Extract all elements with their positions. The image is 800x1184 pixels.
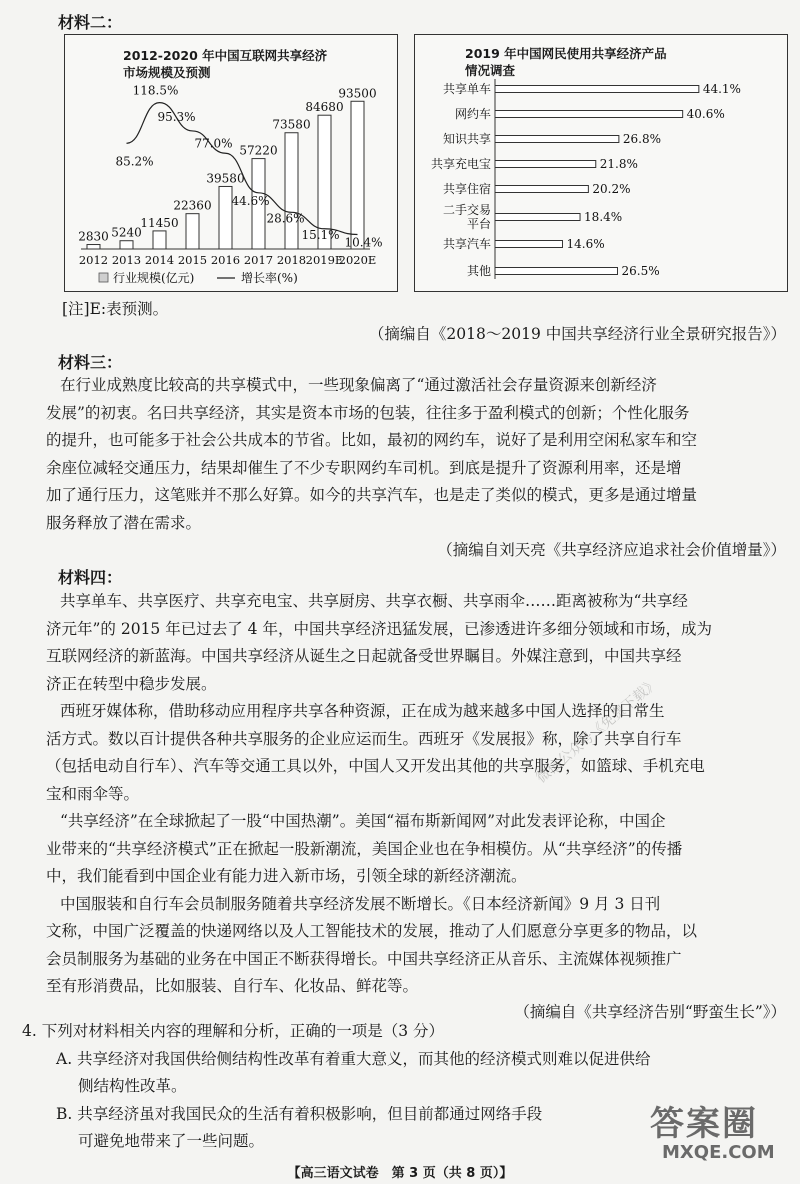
chart1-category-label: 2014 — [144, 253, 175, 267]
chart1-value-label: 22360 — [173, 198, 212, 213]
chart2-category-label-cont: 平台 — [466, 217, 491, 231]
chart1-rate-label: 77.0% — [194, 136, 233, 151]
chart1-category-label: 2016 — [210, 253, 241, 267]
chart2-value-label: 26.8% — [622, 132, 662, 146]
chart1-title-line2: 市场规模及预测 — [123, 65, 211, 80]
chart2-category-label: 网约车 — [454, 107, 491, 121]
material4-p3-line: 业带来的“共享经济模式”正在掀起一股新潮流，美国企业也在争相模仿。从“共享经济”的传播 — [46, 839, 683, 858]
chart1-bar — [153, 231, 166, 249]
material4-source: （摘编自《共享经济告别“野蛮生长”》） — [514, 1003, 786, 1021]
question4-option-a: A. 共享经济对我国供给侧结构性改革有着重大意义，而其他的经济模式则难以促进供给 — [56, 1049, 651, 1068]
chart2-bar — [495, 214, 580, 221]
chart1-category-label: 2018 — [276, 253, 307, 267]
logo-text: 答案圈 — [650, 1104, 758, 1144]
material3-line: 余座位减轻交通压力，结果却催生了不少专职网约车司机。到底是提升了资源利用率，还是增 — [46, 458, 682, 477]
chart2-category-label: 二手交易 — [442, 203, 491, 217]
material4-p1-line: 济元年”的 2015 年已过去了 4 年，中国共享经济迅猛发展，已渗透进许多细分领域和市场，成为 — [46, 619, 712, 638]
chart1-rate-label: 85.2% — [115, 154, 154, 169]
material4-p3-line: 中，我们能看到中国企业有能力进入新市场，引领全球的新经济潮流。 — [46, 867, 527, 885]
material3-line: 在行业成熟度比较高的共享模式中，一些现象偏离了“通过激活社会存量资源来创新经济 — [60, 376, 657, 394]
chart1-value-label: 73580 — [272, 117, 311, 132]
chart2-value-label: 40.6% — [686, 107, 725, 121]
chart1-legend-bar-swatch — [99, 273, 108, 282]
chart2-title-line1: 2019 年中国网民使用共享经济产品 — [465, 46, 667, 61]
material4-p4-line: 文称，中国广泛覆盖的快递网络以及人工智能技术的发展，推动了人们愿意分享更多的物品，以 — [46, 922, 698, 940]
logo-sub: MXQE.COM — [662, 1142, 775, 1163]
question4-stem: 4. 下列对材料相关内容的理解和分析，正确的一项是（3 分） — [22, 1022, 445, 1040]
chart2-bar — [495, 268, 617, 275]
chart1-value-label: 84680 — [305, 100, 344, 115]
chart2-value-label: 14.6% — [566, 237, 605, 251]
material4-p4-line: 会员制服务为基础的业务在中国正不断获得增长。中国共享经济正从音乐、主流媒体视频推广 — [46, 949, 682, 968]
chart1-category-label: 2017 — [243, 253, 274, 267]
chart2-category-label: 共享充电宝 — [430, 157, 491, 171]
chart-internet-sharing-market — [64, 34, 398, 292]
chart1-rate-label: 44.6% — [231, 193, 270, 208]
chart2-value-label: 44.1% — [702, 82, 741, 96]
chart2-bar — [495, 136, 619, 143]
chart2-category-label: 共享汽车 — [442, 237, 491, 251]
chart1-bar — [120, 241, 133, 249]
watermark-text: 微信公众号《免费下载》 — [533, 675, 662, 787]
material4-p3-line: “共享经济”在全球掀起了一股“中国热潮”。美国“福布斯新闻网”对此发表评论称，中国企 — [60, 812, 666, 830]
chart2-category-label: 其他 — [466, 264, 491, 278]
chart1-title-line1: 2012-2020 年中国互联网共享经济 — [123, 48, 328, 63]
chart1-bar — [351, 101, 364, 249]
material4-p2-line: 西班牙媒体称，借助移动应用程序共享各种资源，正在成为越来越多中国人选择的日常生 — [60, 702, 665, 720]
material3-heading: 材料三： — [58, 353, 123, 372]
material3-line: 加了通行压力，这笔账并不那么好算。如今的共享汽车，也是走了类似的模式，更多是通过增量 — [46, 486, 698, 504]
material4-p4-line: 至有形消费品，比如服装、自行车、化妆品、鲜花等。 — [46, 977, 419, 995]
material3-body — [46, 372, 790, 537]
chart1-value-label: 57220 — [239, 143, 278, 158]
chart2-category-label: 共享单车 — [442, 82, 491, 96]
chart1-legend-bar-label: 行业规模(亿元) — [113, 271, 195, 285]
chart1-legend-line-label: 增长率(%) — [241, 271, 298, 285]
chart1-value-label: 2830 — [78, 229, 109, 244]
material4-body — [46, 588, 790, 1001]
chart2-value-label: 20.2% — [592, 182, 631, 196]
chart1-rate-label: 10.4% — [344, 235, 383, 250]
chart1-category-label: 2012 — [78, 253, 109, 267]
material4-p1-line: 互联网经济的新蓝海。中国共享经济从诞生之日起就备受世界瞩目。外媒注意到，中国共享经 — [46, 647, 682, 665]
material4-p2-line: 活方式。数以百计提供各种共享服务的企业应运而生。西班牙《发展报》称，除了共享自行车 — [46, 729, 682, 748]
chart2-bar — [495, 186, 588, 193]
chart1-value-label: 93500 — [338, 86, 377, 101]
chart2-value-label: 26.5% — [621, 264, 660, 278]
chart-sharing-usage-survey — [414, 34, 788, 292]
chart1-value-label: 39580 — [206, 171, 245, 186]
material4-p2-line: 宝和雨伞等。 — [46, 784, 140, 803]
chart1-value-label: 5240 — [111, 225, 142, 240]
question4-option-b: B. 共享经济虽对我国民众的生活有着积极影响，但目前都通过网络手段 — [56, 1104, 543, 1123]
chart1-category-label: 2013 — [111, 253, 142, 267]
material4-p1-line: 济正在转型中稳步发展。 — [46, 674, 217, 693]
chart2-bar — [495, 161, 596, 168]
chart1-category-label: 2019E — [305, 253, 344, 267]
material4-p2-line: （包括电动自行车）、汽车等交通工具以外，中国人又开发出其他的共享服务，如篮球、手机充电 — [46, 757, 705, 775]
chart2-category-label: 共享住宿 — [442, 182, 491, 196]
page-footer: 【高三语文试卷 第 3 页（共 8 页）】 — [287, 1166, 513, 1181]
material3-line: 服务释放了潜在需求。 — [46, 513, 202, 532]
chart1-rate-label: 95.3% — [157, 109, 196, 124]
material4-p4-line: 中国服装和自行车会员制服务随着共享经济发展不断增长。《日本经济新闻》9 月 3 日刊 — [60, 894, 661, 913]
chart2-title-line2: 情况调查 — [465, 63, 516, 78]
chart1-rate-label: 118.5% — [132, 83, 179, 98]
chart1-category-label: 2020E — [338, 253, 377, 267]
material4-p1-line: 共享单车、共享医疗、共享充电宝、共享厨房、共享衣橱、共享雨伞……距离被称为“共享经 — [60, 592, 688, 610]
chart1-bar — [87, 245, 100, 249]
chart1-rate-label: 28.6% — [266, 211, 305, 226]
question4-option-b-cont: 可避免地带来了一些问题。 — [78, 1132, 265, 1150]
material4-heading: 材料四： — [58, 568, 123, 587]
chart2-bar — [495, 86, 699, 93]
chart2-category-label: 知识共享 — [442, 132, 491, 146]
chart1-bar — [285, 133, 298, 249]
chart2-bar — [495, 111, 683, 118]
chart2-value-label: 21.8% — [599, 157, 638, 171]
material2-note: [注]E:表预测。 — [62, 300, 169, 318]
chart2-bar — [495, 241, 562, 248]
chart1-bar — [186, 214, 199, 249]
chart2-value-label: 18.4% — [584, 210, 623, 224]
question4-option-a-cont: 侧结构性改革。 — [78, 1077, 187, 1095]
chart1-value-label: 11450 — [140, 215, 179, 230]
chart2-plot — [415, 35, 787, 291]
chart1-category-label: 2015 — [177, 253, 208, 267]
material3-line: 发展”的初衷。名曰共享经济，其实是资本市场的包装，往往多于盈利模式的创新；个性化服务 — [46, 403, 690, 422]
material3-line: 的提升，也可能多于社会公共成本的节省。比如，最初的网约车，说好了是利用空闲私家车和空 — [46, 431, 698, 449]
chart1-rate-label: 15.1% — [301, 227, 340, 242]
material3-source: （摘编自刘天亮《共享经济应追求社会价值增量》） — [437, 541, 786, 559]
chart1-plot — [65, 35, 397, 291]
material2-heading: 材料二： — [58, 13, 123, 32]
material2-source: （摘编自《2018～2019 中国共享经济行业全景研究报告》） — [368, 325, 786, 343]
chart1-bar — [219, 186, 232, 249]
